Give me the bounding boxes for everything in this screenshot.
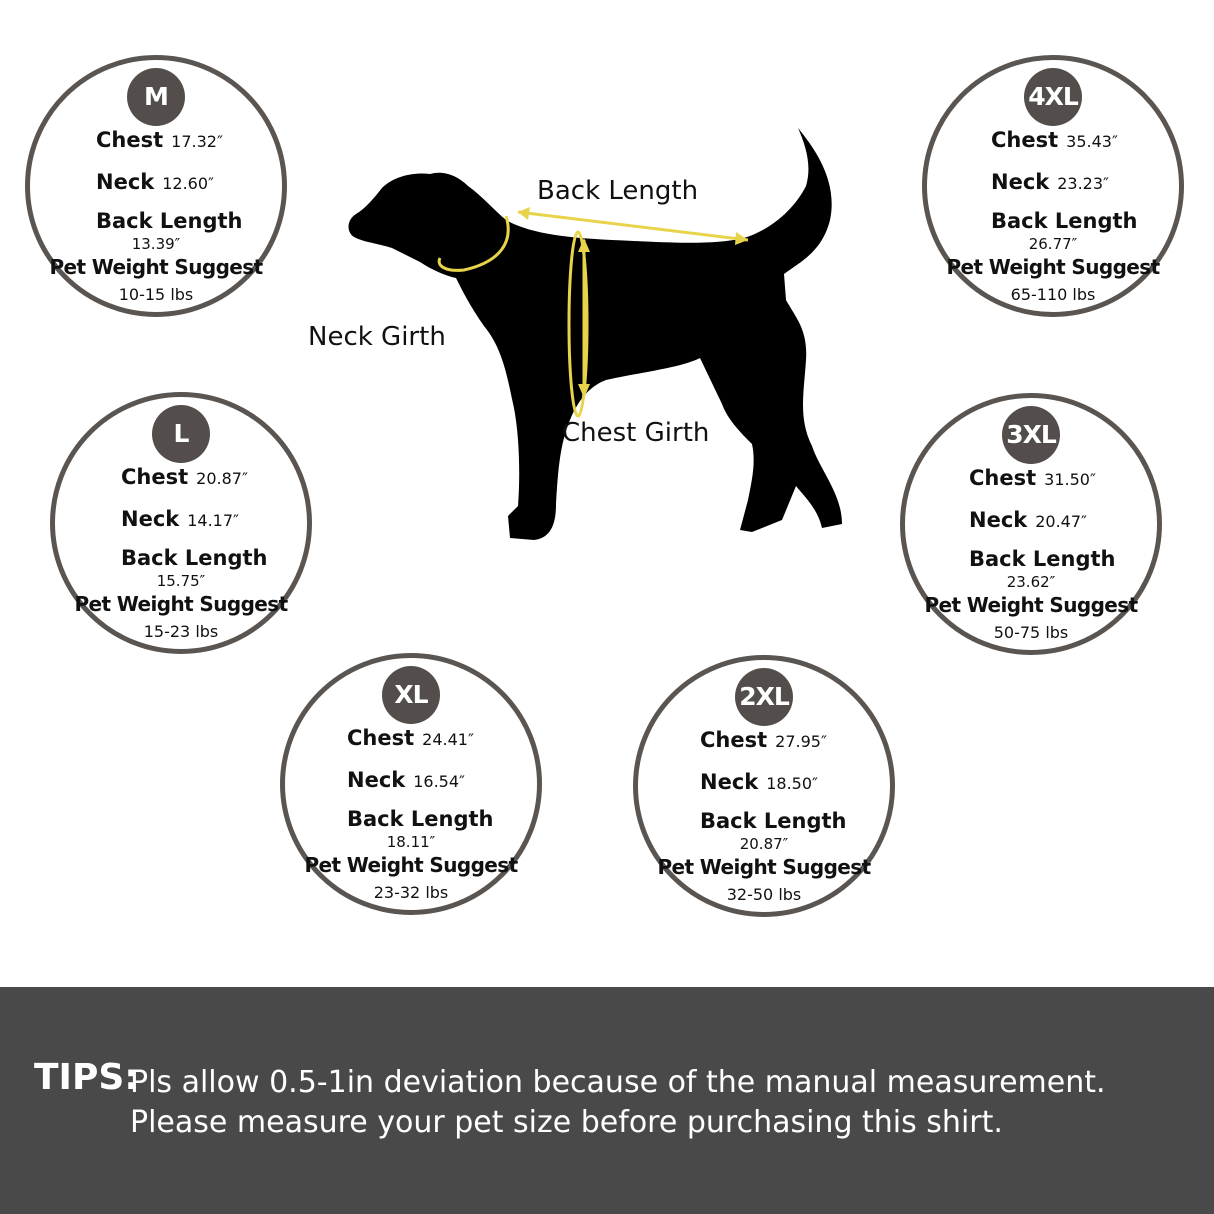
size-card-3xl (900, 393, 1162, 655)
neck-value: 23.23″ (1057, 174, 1110, 193)
weight-label: Pet Weight Suggest (657, 855, 871, 879)
back-length-value: 18.11″ (386, 833, 436, 851)
chest-value: 27.95″ (775, 732, 827, 751)
chest-label: Chest (969, 466, 1037, 490)
back-length-label: Back Length (969, 547, 1116, 571)
neck-value: 12.60″ (162, 174, 215, 193)
size-badge: L (152, 405, 210, 463)
tips-heading: TIPS: (34, 1057, 139, 1098)
neck-label: Neck (991, 170, 1050, 194)
tips-bar (0, 987, 1214, 1214)
back-length-value: 20.87″ (739, 835, 789, 853)
weight-value: 10-15 lbs (118, 285, 194, 304)
weight-label: Pet Weight Suggest (49, 255, 263, 279)
weight-value: 15-23 lbs (143, 622, 219, 641)
weight-label: Pet Weight Suggest (74, 592, 288, 616)
back-length-label: Back Length (700, 809, 847, 833)
chest-label: Chest (347, 726, 415, 750)
weight-value: 32-50 lbs (726, 885, 802, 904)
neck-label: Neck (96, 170, 155, 194)
size-badge: 4XL (1024, 68, 1082, 126)
back-length-value: 23.62″ (1006, 573, 1056, 591)
back-length-label: Back Length (347, 807, 494, 831)
size-badge: 3XL (1002, 406, 1060, 464)
weight-label: Pet Weight Suggest (304, 853, 518, 877)
back-length-diagram-label: Back Length (537, 176, 699, 206)
neck-value: 16.54″ (413, 772, 466, 791)
back-length-label: Back Length (121, 546, 268, 570)
chest-value: 17.32″ (171, 132, 223, 151)
chest-value: 31.50″ (1044, 470, 1096, 489)
size-card-xl (280, 653, 542, 915)
neck-girth-diagram-label: Neck Girth (308, 322, 446, 352)
weight-value: 23-32 lbs (373, 883, 449, 902)
size-card-l (50, 392, 312, 654)
weight-label: Pet Weight Suggest (924, 593, 1138, 617)
size-badge: M (127, 68, 185, 126)
chest-value: 20.87″ (196, 469, 248, 488)
size-card-2xl (633, 655, 895, 917)
neck-label: Neck (347, 768, 406, 792)
size-card-m (25, 55, 287, 317)
chest-label: Chest (96, 128, 164, 152)
weight-value: 65-110 lbs (1010, 285, 1096, 304)
chest-label: Chest (991, 128, 1059, 152)
weight-value: 50-75 lbs (993, 623, 1069, 642)
neck-value: 20.47″ (1035, 512, 1088, 531)
size-badge: XL (382, 666, 440, 724)
size-card-4xl (922, 55, 1184, 317)
size-badge: 2XL (735, 668, 793, 726)
tips-line-2: Please measure your pet size before purchasing this shirt. (130, 1105, 1003, 1140)
back-length-label: Back Length (991, 209, 1138, 233)
back-length-label: Back Length (96, 209, 243, 233)
back-length-value: 26.77″ (1028, 235, 1078, 253)
chest-value: 35.43″ (1066, 132, 1118, 151)
neck-label: Neck (121, 507, 180, 531)
neck-label: Neck (969, 508, 1028, 532)
chest-label: Chest (121, 465, 189, 489)
chest-girth-diagram-label: Chest Girth (562, 418, 710, 448)
tips-line-1: Pls allow 0.5-1in deviation because of the manual measurement. (130, 1065, 1106, 1100)
neck-label: Neck (700, 770, 759, 794)
neck-value: 14.17″ (187, 511, 240, 530)
weight-label: Pet Weight Suggest (946, 255, 1160, 279)
neck-value: 18.50″ (766, 774, 819, 793)
back-length-value: 15.75″ (156, 572, 206, 590)
chest-value: 24.41″ (422, 730, 474, 749)
back-length-value: 13.39″ (131, 235, 181, 253)
chest-label: Chest (700, 728, 768, 752)
